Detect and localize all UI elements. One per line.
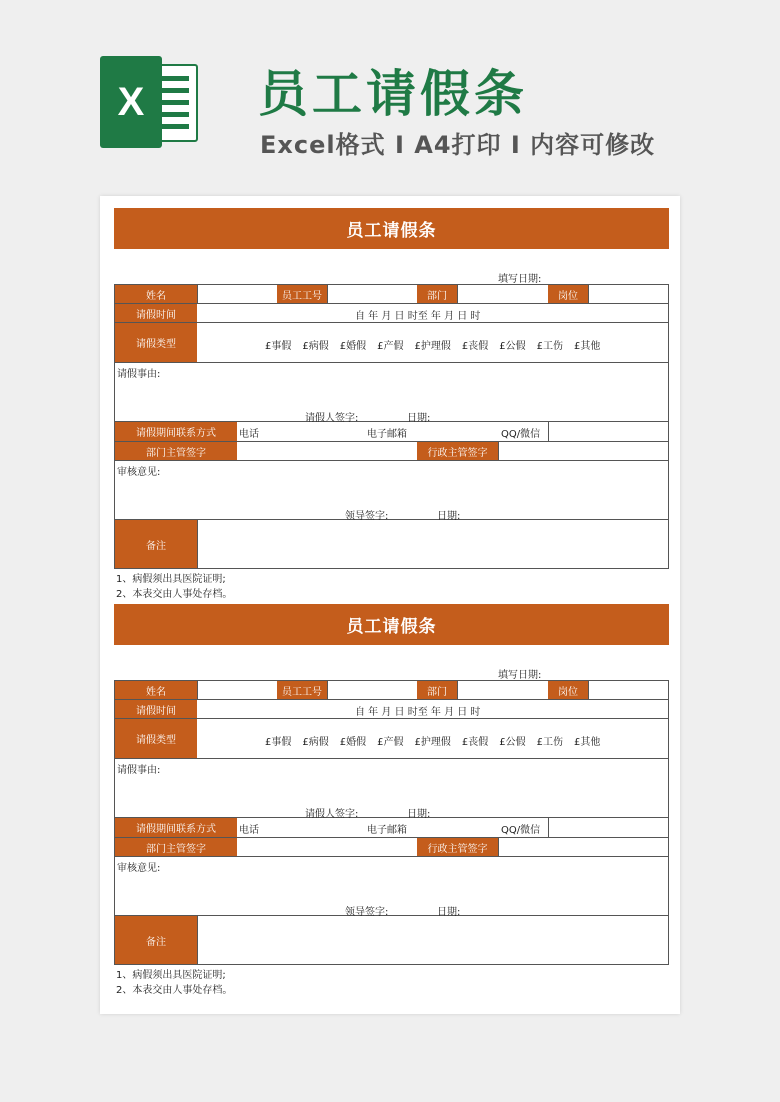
leave-type-label: 请假类型	[115, 719, 197, 758]
admin-manager-label: 行政主管签字	[417, 442, 498, 460]
phone-label: 电话	[239, 825, 259, 836]
leave-type-option[interactable]: £丧假	[461, 341, 489, 352]
leave-type-option[interactable]: £公假	[499, 341, 526, 352]
logo-letter: X	[100, 56, 162, 148]
leave-time-text: 自 年 月 日 时至 年 月 日 时	[355, 311, 481, 322]
row-leave-type	[114, 719, 669, 759]
row-leave-time	[114, 700, 669, 719]
form-grid	[114, 680, 669, 965]
leave-type-options	[265, 733, 600, 748]
leave-type-option[interactable]: £事假	[265, 737, 292, 748]
review-label: 审核意见:	[117, 467, 161, 478]
leave-type-option[interactable]: £事假	[265, 341, 292, 352]
row-review	[114, 857, 669, 916]
leave-time-label: 请假时间	[115, 304, 197, 322]
qq-label: QQ/微信	[501, 825, 541, 836]
leave-type-label: 请假类型	[115, 323, 197, 362]
phone-label: 电话	[239, 429, 259, 440]
email-label: 电子邮箱	[367, 825, 407, 836]
form-title: 员工请假条	[114, 208, 669, 249]
emp-id-label: 员工工号	[277, 285, 327, 303]
leave-type-option[interactable]: £婚假	[339, 341, 367, 352]
dept-label: 部门	[417, 285, 457, 303]
note-item: 2、本表交由人事处存档。	[116, 985, 233, 996]
name-label: 姓名	[115, 285, 197, 303]
leave-type-option[interactable]: £病假	[302, 737, 329, 748]
row-basic-info	[114, 284, 669, 304]
notes	[116, 572, 232, 602]
applicant-sign-label: 请假人签字:	[305, 809, 359, 820]
dept-manager-label: 部门主管签字	[115, 838, 237, 856]
applicant-sign-label: 请假人签字:	[305, 413, 359, 424]
leave-type-option[interactable]: £其他	[574, 737, 601, 748]
note-item: 1、病假须出具医院证明;	[116, 970, 226, 981]
row-contact	[114, 422, 669, 442]
contact-label: 请假期间联系方式	[115, 422, 237, 441]
leave-type-option[interactable]: £其他	[574, 341, 601, 352]
row-manager-sign	[114, 442, 669, 461]
dept-manager-label: 部门主管签字	[115, 442, 237, 460]
contact-label: 请假期间联系方式	[115, 818, 237, 837]
row-reason	[114, 759, 669, 818]
date-label: 日期:	[407, 413, 431, 424]
position-label: 岗位	[548, 681, 588, 699]
row-contact	[114, 818, 669, 838]
row-remark	[114, 916, 669, 965]
email-label: 电子邮箱	[367, 429, 407, 440]
leave-type-option[interactable]: £病假	[302, 341, 329, 352]
leave-time-label: 请假时间	[115, 700, 197, 718]
page-subtitle: Excel格式 I A4打印 I 内容可修改	[260, 131, 656, 159]
row-review	[114, 461, 669, 520]
date-label: 日期:	[437, 907, 461, 918]
leave-type-option[interactable]: £婚假	[339, 737, 367, 748]
leave-type-option[interactable]: £护理假	[414, 341, 451, 352]
row-remark	[114, 520, 669, 569]
leave-type-option[interactable]: £工伤	[536, 341, 563, 352]
form-grid	[114, 284, 669, 569]
remark-label: 备注	[115, 916, 197, 964]
leave-type-option[interactable]: £工伤	[536, 737, 563, 748]
row-reason	[114, 363, 669, 422]
remark-label: 备注	[115, 520, 197, 568]
leave-type-option[interactable]: £产假	[377, 341, 404, 352]
row-leave-type	[114, 323, 669, 363]
leave-type-options	[265, 337, 600, 352]
excel-logo-icon	[100, 56, 200, 148]
reason-label: 请假事由:	[117, 765, 161, 776]
row-manager-sign	[114, 838, 669, 857]
leader-sign-label: 领导签字:	[345, 907, 389, 918]
emp-id-label: 员工工号	[277, 681, 327, 699]
page-title: 员工请假条	[258, 65, 528, 123]
leave-type-option[interactable]: £产假	[377, 737, 404, 748]
form-title: 员工请假条	[114, 604, 669, 645]
date-label: 日期:	[407, 809, 431, 820]
note-item: 2、本表交由人事处存档。	[116, 589, 233, 600]
review-label: 审核意见:	[117, 863, 161, 874]
date-label: 日期:	[437, 511, 461, 522]
row-leave-time	[114, 304, 669, 323]
fill-date-label: 填写日期:	[498, 274, 542, 285]
note-item: 1、病假须出具医院证明;	[116, 574, 226, 585]
leave-time-text: 自 年 月 日 时至 年 月 日 时	[355, 707, 481, 718]
reason-label: 请假事由:	[117, 369, 161, 380]
qq-label: QQ/微信	[501, 429, 541, 440]
notes	[116, 968, 232, 998]
paper-sheet	[100, 196, 680, 1014]
dept-label: 部门	[417, 681, 457, 699]
leave-type-option[interactable]: £护理假	[414, 737, 451, 748]
name-label: 姓名	[115, 681, 197, 699]
row-basic-info	[114, 680, 669, 700]
fill-date-label: 填写日期:	[498, 670, 542, 681]
leader-sign-label: 领导签字:	[345, 511, 389, 522]
position-label: 岗位	[548, 285, 588, 303]
leave-type-option[interactable]: £公假	[499, 737, 526, 748]
admin-manager-label: 行政主管签字	[417, 838, 498, 856]
leave-type-option[interactable]: £丧假	[461, 737, 489, 748]
